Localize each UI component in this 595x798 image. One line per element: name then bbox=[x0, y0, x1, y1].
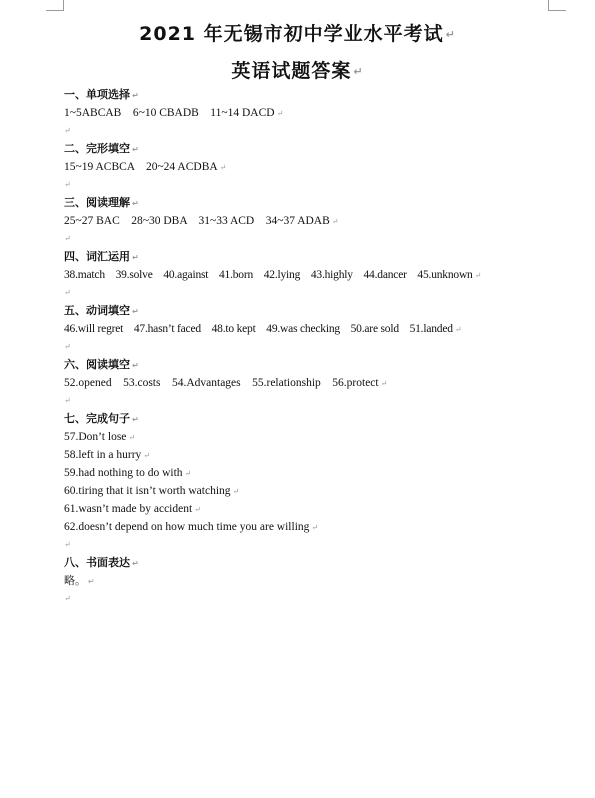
document-title-text: 2021 年无锡市初中学业水平考试 bbox=[139, 23, 444, 45]
section-heading bbox=[64, 356, 564, 374]
section-heading-text: 二、完形填空 bbox=[64, 142, 130, 155]
section-heading bbox=[64, 86, 564, 104]
paragraph-mark-icon: ↵ bbox=[64, 126, 71, 135]
answer-text: 62.doesn’t depend on how much time you are willing bbox=[64, 521, 310, 533]
paragraph-mark-icon: ↵ bbox=[232, 487, 240, 496]
paragraph-mark-icon: ↵ bbox=[128, 433, 136, 442]
paragraph-mark-icon: ↵ bbox=[64, 540, 71, 549]
section-heading bbox=[64, 410, 564, 428]
paragraph-mark-icon: ↵ bbox=[64, 396, 71, 405]
section-heading bbox=[64, 554, 564, 572]
paragraph-mark-icon: ↵ bbox=[132, 361, 139, 370]
document-title bbox=[0, 19, 595, 46]
paragraph-mark-icon: ↵ bbox=[64, 342, 71, 351]
section-heading bbox=[64, 248, 564, 266]
blank-paragraph bbox=[64, 590, 564, 608]
section-writing bbox=[64, 554, 564, 608]
blank-paragraph bbox=[64, 122, 564, 140]
section-heading-text: 三、阅读理解 bbox=[64, 196, 130, 209]
section-reading-comprehension bbox=[64, 194, 564, 248]
answer-line bbox=[64, 482, 564, 500]
blank-paragraph bbox=[64, 338, 564, 356]
paragraph-mark-icon: ↵ bbox=[311, 523, 319, 532]
section-verb-fill bbox=[64, 302, 564, 356]
answer-line bbox=[64, 212, 564, 230]
section-heading bbox=[64, 140, 564, 158]
blank-paragraph bbox=[64, 284, 564, 302]
answer-line bbox=[64, 266, 564, 284]
section-sentence-completion bbox=[64, 410, 564, 554]
answer-line bbox=[64, 500, 564, 518]
document-subtitle-text: 英语试题答案 bbox=[231, 60, 352, 82]
crop-mark-top-left bbox=[46, 0, 64, 11]
answer-text: 57.Don’t lose bbox=[64, 431, 127, 443]
paragraph-mark-icon: ↵ bbox=[132, 415, 139, 424]
section-heading-text: 一、单项选择 bbox=[64, 88, 130, 101]
answer-text: 15~19 ACBCA 20~24 ACDBA bbox=[64, 161, 218, 173]
paragraph-mark-icon: ↵ bbox=[143, 451, 150, 460]
answer-text: 略。 bbox=[64, 574, 86, 587]
answer-line bbox=[64, 518, 564, 536]
section-reading-fill bbox=[64, 356, 564, 410]
paragraph-mark-icon: ↵ bbox=[219, 163, 227, 172]
paragraph-mark-icon: ↵ bbox=[380, 379, 388, 388]
answer-text: 59.had nothing to do with bbox=[64, 467, 183, 479]
answer-text: 46.will regret 47.hasn’t faced 48.to kept 49.was checking 50.are sold 51.landed bbox=[64, 323, 453, 335]
paragraph-mark-icon: ↵ bbox=[474, 271, 482, 280]
paragraph-mark-icon: ↵ bbox=[64, 180, 71, 189]
paragraph-mark-icon: ↵ bbox=[132, 91, 139, 100]
paragraph-mark-icon: ↵ bbox=[445, 28, 456, 41]
section-heading bbox=[64, 302, 564, 320]
answer-line bbox=[64, 374, 564, 392]
paragraph-mark-icon: ↵ bbox=[454, 325, 462, 334]
paragraph-mark-icon: ↵ bbox=[64, 594, 71, 603]
paragraph-mark-icon: ↵ bbox=[132, 559, 139, 568]
answer-line bbox=[64, 320, 564, 338]
answer-text: 1~5ABCAB 6~10 CBADB 11~14 DACD bbox=[64, 107, 275, 119]
paragraph-mark-icon: ↵ bbox=[194, 505, 201, 514]
paragraph-mark-icon: ↵ bbox=[353, 65, 364, 78]
crop-mark-top-right bbox=[548, 0, 566, 11]
section-vocabulary bbox=[64, 248, 564, 302]
blank-paragraph bbox=[64, 230, 564, 248]
answer-line bbox=[64, 428, 564, 446]
paragraph-mark-icon: ↵ bbox=[276, 109, 284, 118]
paragraph-mark-icon: ↵ bbox=[88, 577, 95, 586]
answer-line bbox=[64, 464, 564, 482]
section-cloze bbox=[64, 140, 564, 194]
paragraph-mark-icon: ↵ bbox=[64, 288, 71, 297]
blank-paragraph bbox=[64, 392, 564, 410]
answer-text: 52.opened 53.costs 54.Advantages 55.relationship 56.protect bbox=[64, 377, 379, 389]
paragraph-mark-icon: ↵ bbox=[132, 199, 139, 208]
paragraph-mark-icon: ↵ bbox=[331, 217, 339, 226]
answer-text: 25~27 BAC 28~30 DBA 31~33 ACD 34~37 ADAB bbox=[64, 215, 330, 227]
answer-text: 61.wasn’t made by accident bbox=[64, 503, 193, 515]
section-heading-text: 八、书面表达 bbox=[64, 556, 130, 569]
paragraph-mark-icon: ↵ bbox=[64, 234, 71, 243]
document-subtitle bbox=[0, 56, 595, 83]
answer-line bbox=[64, 446, 564, 464]
section-heading-text: 六、阅读填空 bbox=[64, 358, 130, 371]
section-single-choice bbox=[64, 86, 564, 140]
blank-paragraph bbox=[64, 176, 564, 194]
section-heading-text: 四、词汇运用 bbox=[64, 250, 130, 263]
answer-text: 58.left in a hurry bbox=[64, 449, 142, 461]
answer-line bbox=[64, 158, 564, 176]
section-heading-text: 七、完成句子 bbox=[64, 412, 130, 425]
answer-line bbox=[64, 104, 564, 122]
answer-key-content bbox=[64, 86, 564, 608]
paragraph-mark-icon: ↵ bbox=[132, 253, 139, 262]
section-heading bbox=[64, 194, 564, 212]
paragraph-mark-icon: ↵ bbox=[132, 145, 139, 154]
answer-line bbox=[64, 572, 564, 590]
answer-text: 60.tiring that it isn’t worth watching bbox=[64, 485, 231, 497]
answer-text: 38.match 39.solve 40.against 41.born 42.lying 43.highly 44.dancer 45.unknown bbox=[64, 269, 473, 281]
paragraph-mark-icon: ↵ bbox=[184, 469, 192, 478]
paragraph-mark-icon: ↵ bbox=[132, 307, 139, 316]
blank-paragraph bbox=[64, 536, 564, 554]
section-heading-text: 五、动词填空 bbox=[64, 304, 130, 317]
